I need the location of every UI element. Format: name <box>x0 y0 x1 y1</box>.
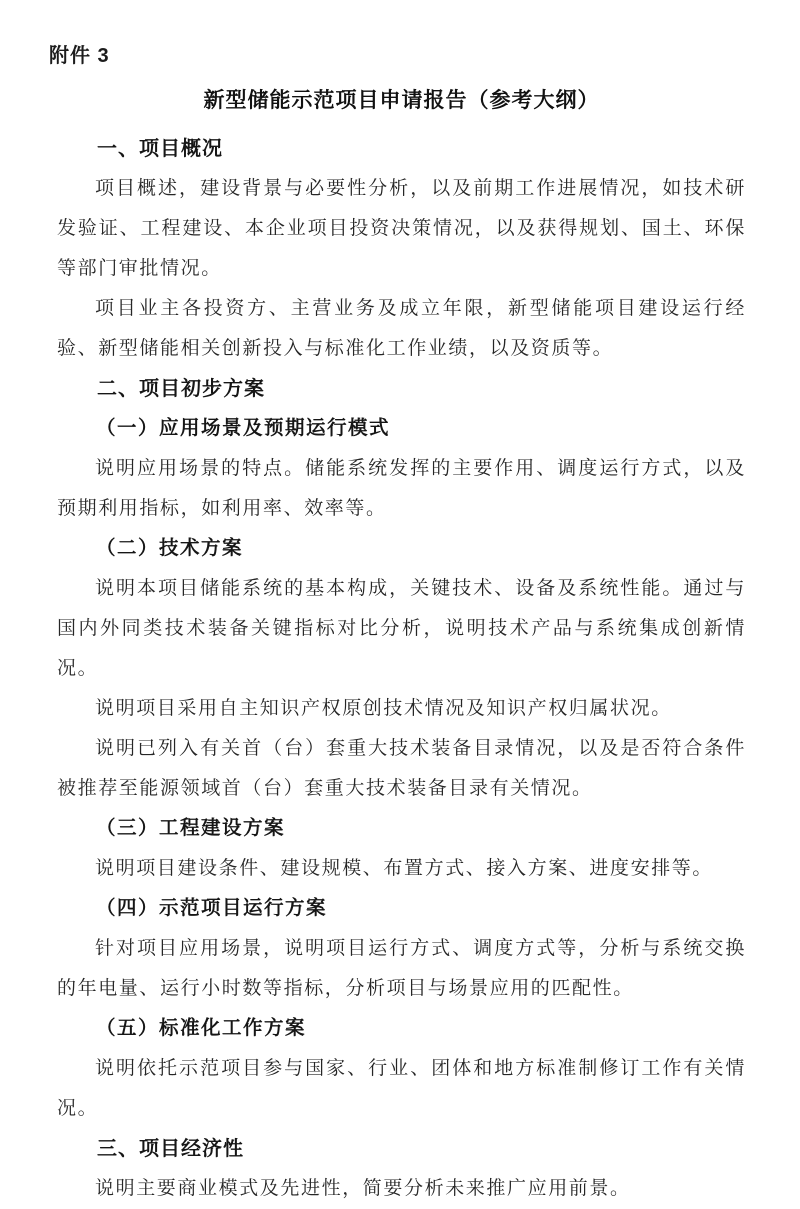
attachment-label: 附件 3 <box>49 45 110 67</box>
section-heading: 一、项目概况 <box>97 138 223 160</box>
section-heading: 三、项目经济性 <box>97 1138 244 1160</box>
paragraph: 针对项目应用场景，说明项目运行方式、调度方式等，分析与系统交换的年电量、运行小时数等指标，分析项目与场景应用的匹配性。 <box>57 938 746 999</box>
paragraph: 说明项目建设条件、建设规模、布置方式、接入方案、进度安排等。 <box>95 858 714 879</box>
subsection-heading: （一）应用场景及预期运行模式 <box>96 418 391 439</box>
subsection-heading: （二）技术方案 <box>96 538 244 559</box>
paragraph: 说明已列入有关首（台）套重大技术装备目录情况，以及是否符合条件被推荐至能源领域首（台）套重大技术装备目录有关情况。 <box>57 738 746 799</box>
document-body <box>57 129 746 1209</box>
subsection-heading: （五）标准化工作方案 <box>96 1018 307 1039</box>
section-heading: 二、项目初步方案 <box>97 378 265 400</box>
paragraph: 项目概述，建设背景与必要性分析，以及前期工作进展情况，如技术研发验证、工程建设、本企业项目投资决策情况，以及获得规划、国土、环保等部门审批情况。 <box>57 178 746 279</box>
subsection-heading: （四）示范项目运行方案 <box>96 898 328 919</box>
paragraph: 说明应用场景的特点。储能系统发挥的主要作用、调度运行方式，以及预期利用指标，如利用率、效率等。 <box>57 458 746 519</box>
paragraph: 项目业主各投资方、主营业务及成立年限，新型储能项目建设运行经验、新型储能相关创新投入与标准化工作业绩，以及资质等。 <box>57 298 746 359</box>
paragraph: 说明依托示范项目参与国家、行业、团体和地方标准制修订工作有关情况。 <box>57 1058 746 1119</box>
paragraph: 说明本项目储能系统的基本构成，关键技术、设备及系统性能。通过与国内外同类技术装备关键指标对比分析，说明技术产品与系统集成创新情况。 <box>57 578 746 679</box>
subsection-heading: （三）工程建设方案 <box>96 818 286 839</box>
paragraph: 说明主要商业模式及先进性，简要分析未来推广应用前景。 <box>95 1178 631 1199</box>
document-title: 新型储能示范项目申请报告（参考大纲） <box>203 89 600 112</box>
paragraph: 说明项目采用自主知识产权原创技术情况及知识产权归属状况。 <box>95 698 672 719</box>
